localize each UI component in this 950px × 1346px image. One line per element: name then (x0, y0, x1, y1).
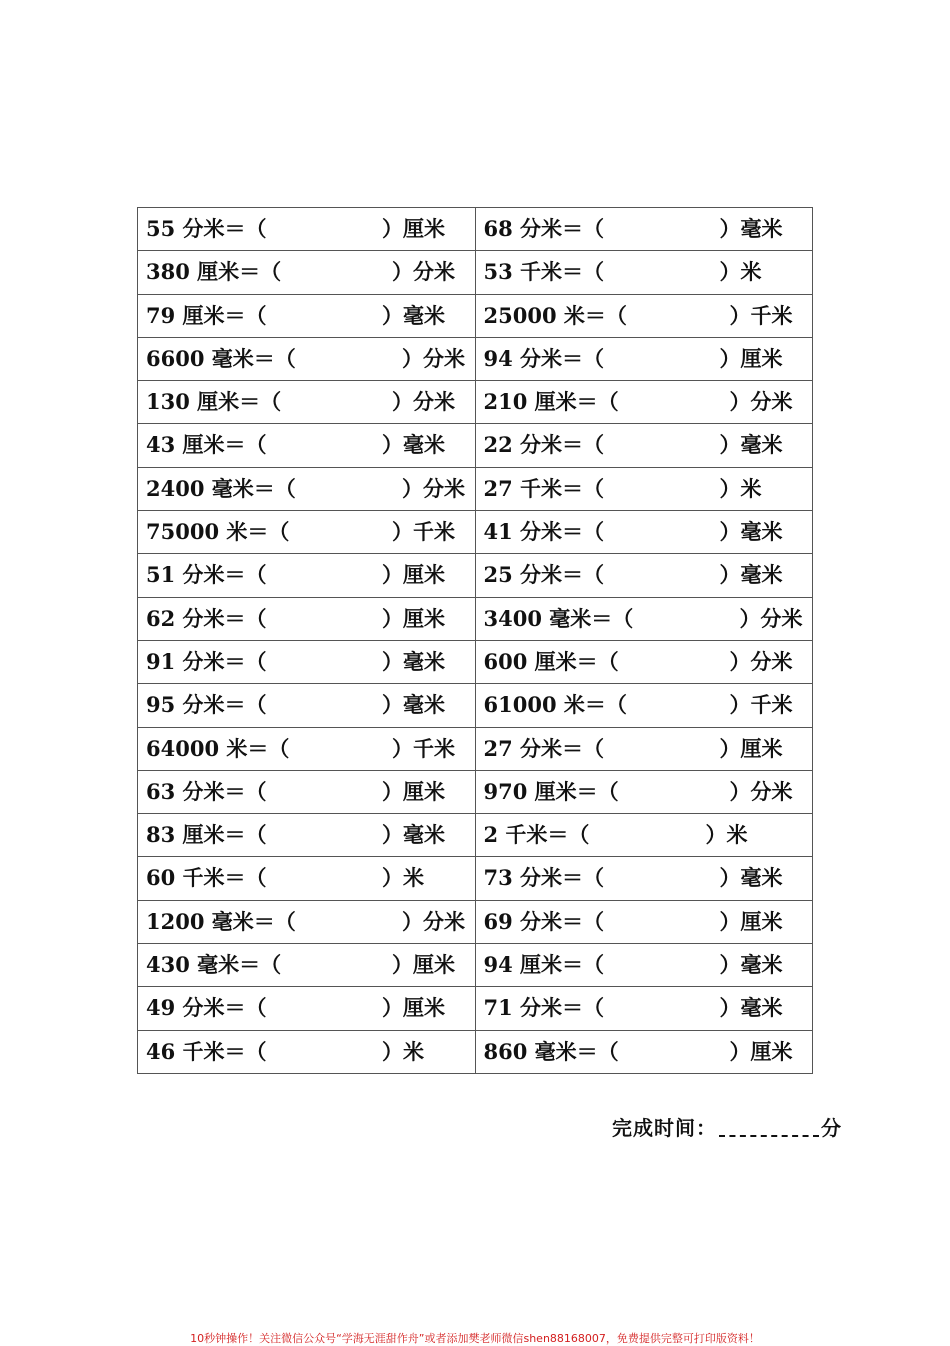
question-body (146, 381, 475, 423)
conversion-question (138, 640, 476, 683)
question-prompt: 430 毫米＝（ (146, 952, 282, 978)
question-prompt: 6600 毫米＝（ (146, 345, 296, 371)
conversion-question (475, 511, 813, 554)
question-prompt: 970 厘米＝（ (483, 778, 619, 804)
answer-unit: ）千米 (392, 735, 455, 761)
worksheet-row (138, 511, 813, 554)
question-prompt: 95 分米＝（ (146, 692, 267, 718)
answer-unit: ）米 (705, 822, 748, 848)
question-body (146, 1031, 475, 1073)
answer-unit: ）千米 (392, 519, 455, 545)
conversion-question (138, 814, 476, 857)
answer-unit: ）厘米 (382, 216, 445, 241)
answer-unit: ）米 (719, 259, 762, 285)
answer-unit: ）千米 (729, 302, 793, 328)
question-body (146, 684, 475, 726)
conversion-question (475, 857, 813, 900)
question-prompt: 46 千米＝（ (146, 1038, 267, 1064)
question-body (146, 468, 475, 510)
worksheet-row (138, 337, 813, 380)
question-prompt: 62 分米＝（ (146, 605, 267, 631)
question-body (484, 987, 813, 1029)
conversion-question (138, 727, 476, 770)
question-body (484, 598, 813, 640)
question-body (146, 295, 475, 337)
question-prompt: 860 毫米＝（ (483, 1038, 619, 1064)
answer-unit: ）毫米 (382, 692, 445, 718)
conversion-question (475, 727, 813, 770)
conversion-question (475, 337, 813, 380)
worksheet-row (138, 597, 813, 640)
answer-unit: ）毫米 (719, 995, 783, 1021)
worksheet-row (138, 770, 813, 813)
worksheet-row (138, 944, 813, 987)
question-prompt: 25000 米＝（ (483, 302, 627, 328)
question-prompt: 22 分米＝（ (483, 432, 605, 458)
answer-unit: ）厘米 (382, 562, 445, 588)
answer-unit: ）毫米 (382, 822, 445, 848)
question-body (484, 554, 813, 596)
answer-unit: ）分米 (402, 345, 465, 371)
question-prompt: 64000 米＝（ (146, 735, 290, 761)
question-body (484, 641, 813, 683)
answer-unit: ）米 (719, 475, 762, 501)
conversion-question (138, 381, 476, 424)
conversion-question (138, 944, 476, 987)
conversion-question (475, 251, 813, 294)
question-body (146, 251, 475, 293)
completion-time (612, 1112, 842, 1141)
question-body (484, 208, 813, 250)
answer-unit: ）厘米 (382, 995, 445, 1021)
conversion-question (138, 987, 476, 1030)
question-body (484, 814, 813, 856)
answer-unit: ）米 (382, 865, 424, 891)
question-prompt: 130 厘米＝（ (146, 389, 282, 415)
worksheet-row (138, 251, 813, 294)
question-body (146, 901, 475, 943)
question-prompt: 79 厘米＝（ (146, 302, 267, 328)
conversion-question (138, 294, 476, 337)
conversion-question (138, 467, 476, 510)
answer-unit: ）厘米 (382, 605, 445, 631)
question-prompt: 63 分米＝（ (146, 778, 267, 804)
worksheet-row (138, 294, 813, 337)
worksheet-row (138, 640, 813, 683)
question-body (484, 684, 813, 726)
conversion-question (475, 640, 813, 683)
conversion-question (138, 337, 476, 380)
worksheet-row (138, 381, 813, 424)
question-body (146, 424, 475, 466)
question-body (484, 944, 813, 986)
question-body (146, 598, 475, 640)
question-body (484, 338, 813, 380)
question-prompt: 2400 毫米＝（ (146, 475, 296, 501)
completion-time-unit: 分 (821, 1116, 842, 1140)
question-prompt: 94 分米＝（ (483, 345, 605, 371)
worksheet-row (138, 684, 813, 727)
question-body (146, 771, 475, 813)
question-body (484, 468, 813, 510)
answer-unit: ）毫米 (382, 302, 445, 328)
answer-unit: ）厘米 (719, 345, 783, 371)
answer-unit: ）分米 (392, 389, 455, 415)
conversion-worksheet-table (137, 207, 813, 1074)
question-prompt: 380 厘米＝（ (146, 259, 282, 285)
question-body (146, 554, 475, 596)
conversion-question (138, 684, 476, 727)
worksheet-row (138, 208, 813, 251)
question-prompt: 210 厘米＝（ (483, 389, 619, 415)
answer-unit: ）毫米 (382, 432, 445, 458)
question-body (146, 814, 475, 856)
question-body (484, 1031, 813, 1073)
question-prompt: 3400 毫米＝（ (483, 605, 634, 631)
answer-unit: ）厘米 (729, 1038, 793, 1064)
question-body (146, 208, 475, 250)
answer-unit: ）米 (382, 1038, 424, 1064)
question-prompt: 68 分米＝（ (483, 216, 605, 241)
conversion-question (138, 857, 476, 900)
conversion-question (138, 554, 476, 597)
conversion-question (138, 208, 476, 251)
question-prompt: 69 分米＝（ (483, 908, 605, 934)
conversion-question (138, 900, 476, 943)
question-prompt: 51 分米＝（ (146, 562, 267, 588)
conversion-question (475, 381, 813, 424)
question-prompt: 53 千米＝（ (483, 259, 605, 285)
conversion-question (138, 1030, 476, 1073)
answer-unit: ）厘米 (392, 952, 455, 978)
worksheet-row (138, 424, 813, 467)
worksheet-row (138, 987, 813, 1030)
conversion-question (475, 467, 813, 510)
answer-unit: ）分米 (729, 778, 793, 804)
conversion-question (475, 944, 813, 987)
conversion-question (475, 770, 813, 813)
answer-unit: ）分米 (402, 908, 465, 934)
question-body (146, 338, 475, 380)
answer-unit: ）毫米 (719, 519, 783, 545)
completion-time-blank[interactable] (719, 1121, 819, 1137)
worksheet-row (138, 554, 813, 597)
question-body (484, 511, 813, 553)
answer-unit: ）厘米 (719, 735, 783, 761)
conversion-question (138, 511, 476, 554)
question-body (146, 641, 475, 683)
answer-unit: ）厘米 (382, 778, 445, 804)
worksheet-row (138, 1030, 813, 1073)
question-body (484, 857, 813, 899)
question-body (484, 424, 813, 466)
answer-unit: ）分米 (739, 605, 803, 631)
conversion-question (138, 251, 476, 294)
conversion-question (475, 814, 813, 857)
completion-time-label: 完成时间： (612, 1116, 717, 1140)
question-body (484, 381, 813, 423)
answer-unit: ）分米 (392, 259, 455, 285)
conversion-question (475, 1030, 813, 1073)
question-prompt: 1200 毫米＝（ (146, 908, 296, 934)
conversion-question (475, 208, 813, 251)
answer-unit: ）毫米 (719, 865, 783, 891)
worksheet-row (138, 467, 813, 510)
question-body (146, 728, 475, 770)
worksheet-row (138, 900, 813, 943)
question-prompt: 55 分米＝（ (146, 216, 267, 241)
question-body (146, 987, 475, 1029)
answer-unit: ）毫米 (719, 562, 783, 588)
conversion-question (138, 424, 476, 467)
answer-unit: ）毫米 (719, 216, 783, 241)
answer-unit: ）分米 (729, 648, 793, 674)
conversion-question (475, 684, 813, 727)
conversion-question (475, 424, 813, 467)
answer-unit: ）分米 (729, 389, 793, 415)
conversion-question (138, 597, 476, 640)
question-prompt: 25 分米＝（ (483, 562, 605, 588)
question-body (484, 251, 813, 293)
promo-footer-text: 10秒钟操作！关注微信公众号“学海无涯甜作舟”或者添加樊老师微信shen88168007，免费提供完整可打印版资料！ (190, 1332, 760, 1345)
question-prompt: 94 厘米＝（ (483, 952, 605, 978)
worksheet-row (138, 814, 813, 857)
question-body (484, 728, 813, 770)
conversion-question (475, 294, 813, 337)
conversion-question (475, 597, 813, 640)
question-prompt: 600 厘米＝（ (483, 648, 619, 674)
question-body (484, 901, 813, 943)
question-prompt: 91 分米＝（ (146, 648, 267, 674)
question-prompt: 83 厘米＝（ (146, 822, 267, 848)
conversion-question (475, 554, 813, 597)
answer-unit: ）千米 (729, 692, 793, 718)
question-prompt: 43 厘米＝（ (146, 432, 267, 458)
conversion-question (475, 900, 813, 943)
answer-unit: ）毫米 (719, 952, 783, 978)
question-prompt: 71 分米＝（ (483, 995, 605, 1021)
answer-unit: ）厘米 (719, 908, 783, 934)
worksheet-row (138, 857, 813, 900)
question-prompt: 27 分米＝（ (483, 735, 605, 761)
worksheet-row (138, 727, 813, 770)
question-body (146, 944, 475, 986)
question-prompt: 2 千米＝（ (483, 822, 590, 848)
question-prompt: 75000 米＝（ (146, 519, 290, 545)
question-prompt: 73 分米＝（ (483, 865, 605, 891)
question-prompt: 41 分米＝（ (483, 519, 605, 545)
conversion-question (138, 770, 476, 813)
question-body (146, 511, 475, 553)
question-body (146, 857, 475, 899)
question-prompt: 60 千米＝（ (146, 865, 267, 891)
answer-unit: ）分米 (402, 475, 465, 501)
question-prompt: 49 分米＝（ (146, 995, 267, 1021)
answer-unit: ）毫米 (719, 432, 783, 458)
answer-unit: ）毫米 (382, 648, 445, 674)
question-body (484, 771, 813, 813)
question-prompt: 27 千米＝（ (483, 475, 605, 501)
question-body (484, 295, 813, 337)
conversion-question (475, 987, 813, 1030)
question-prompt: 61000 米＝（ (483, 692, 627, 718)
